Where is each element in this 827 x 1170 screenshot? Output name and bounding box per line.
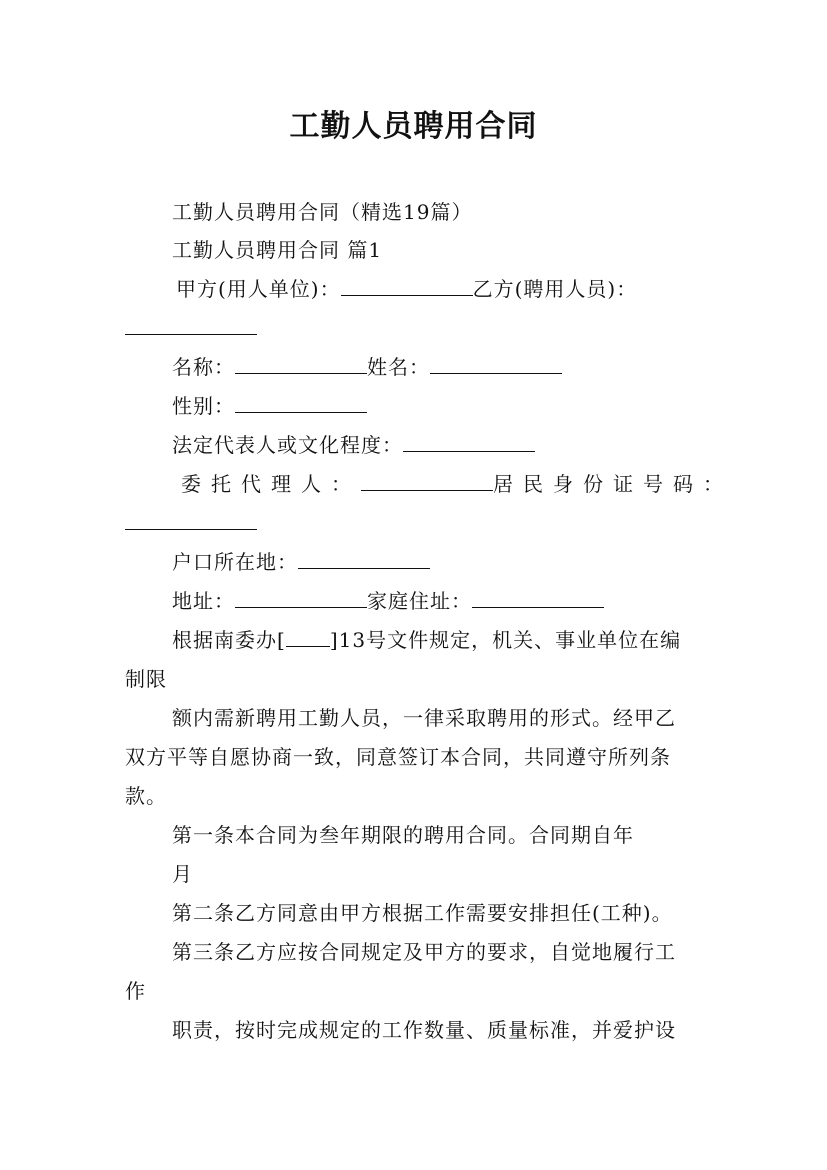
hukou-label: 户口所在地： — [172, 550, 298, 574]
article-line: 作 — [125, 979, 146, 1003]
gender-line — [172, 392, 367, 420]
section-heading: 工勤人员聘用合同 篇1 — [172, 238, 383, 262]
p1a-post: ]13号文件规定，机关、事业单位在编 — [329, 628, 682, 652]
party-a-blank — [341, 277, 473, 296]
paragraph-line: 制限 — [125, 667, 167, 691]
id-number-label: 居民身份证号码： — [493, 472, 733, 496]
article-line: 第一条本合同为叁年期限的聘用合同。合同期自年 — [172, 823, 634, 847]
p1a-pre: 根据南委办[ — [172, 628, 286, 652]
paragraph-line: 款。 — [125, 784, 167, 808]
agent-blank — [361, 472, 493, 491]
legal-rep-blank — [403, 433, 535, 452]
legal-rep-line — [172, 431, 535, 459]
gender-blank — [235, 394, 367, 413]
address-label: 地址： — [172, 589, 235, 613]
party-line — [176, 275, 637, 303]
paragraph-line — [172, 626, 681, 654]
name-blank — [235, 355, 367, 374]
article-line: 第三条乙方应按合同规定及甲方的要求，自觉地履行工 — [172, 940, 676, 964]
party-a-label: 甲方(用人单位)： — [176, 277, 341, 301]
agent-label: 委托代理人： — [181, 472, 361, 496]
document-title: 工勤人员聘用合同 — [289, 109, 538, 144]
id-number-line — [125, 509, 257, 537]
agent-line — [181, 470, 733, 498]
legal-rep-label: 法定代表人或文化程度： — [172, 433, 403, 457]
home-address-blank — [472, 589, 604, 608]
party-b-label: 乙方(聘用人员)： — [472, 277, 638, 301]
name-line — [172, 353, 562, 381]
hukou-blank — [298, 550, 430, 569]
article-line: 职责，按时完成规定的工作数量、质量标准，并爱护设 — [172, 1018, 676, 1042]
address-line — [172, 587, 604, 615]
person-name-label: 姓名： — [367, 355, 430, 379]
document-number-blank — [286, 628, 330, 647]
subtitle: 工勤人员聘用合同（精选19篇） — [172, 200, 473, 224]
address-blank — [235, 589, 367, 608]
article-line: 第二条乙方同意由甲方根据工作需要安排担任(工种)。 — [172, 901, 673, 925]
paragraph-line: 额内需新聘用工勤人员，一律采取聘用的形式。经甲乙 — [172, 706, 676, 730]
id-number-blank — [125, 511, 257, 530]
name-label: 名称： — [172, 355, 235, 379]
home-address-label: 家庭住址： — [367, 589, 472, 613]
party-b-blank — [125, 316, 257, 335]
article-line: 月 — [172, 862, 193, 886]
person-name-blank — [430, 355, 562, 374]
paragraph-line: 双方平等自愿协商一致，同意签订本合同，共同遵守所列条 — [125, 745, 671, 769]
gender-label: 性别： — [172, 394, 235, 418]
party-b-line — [125, 314, 257, 342]
hukou-line — [172, 548, 430, 576]
